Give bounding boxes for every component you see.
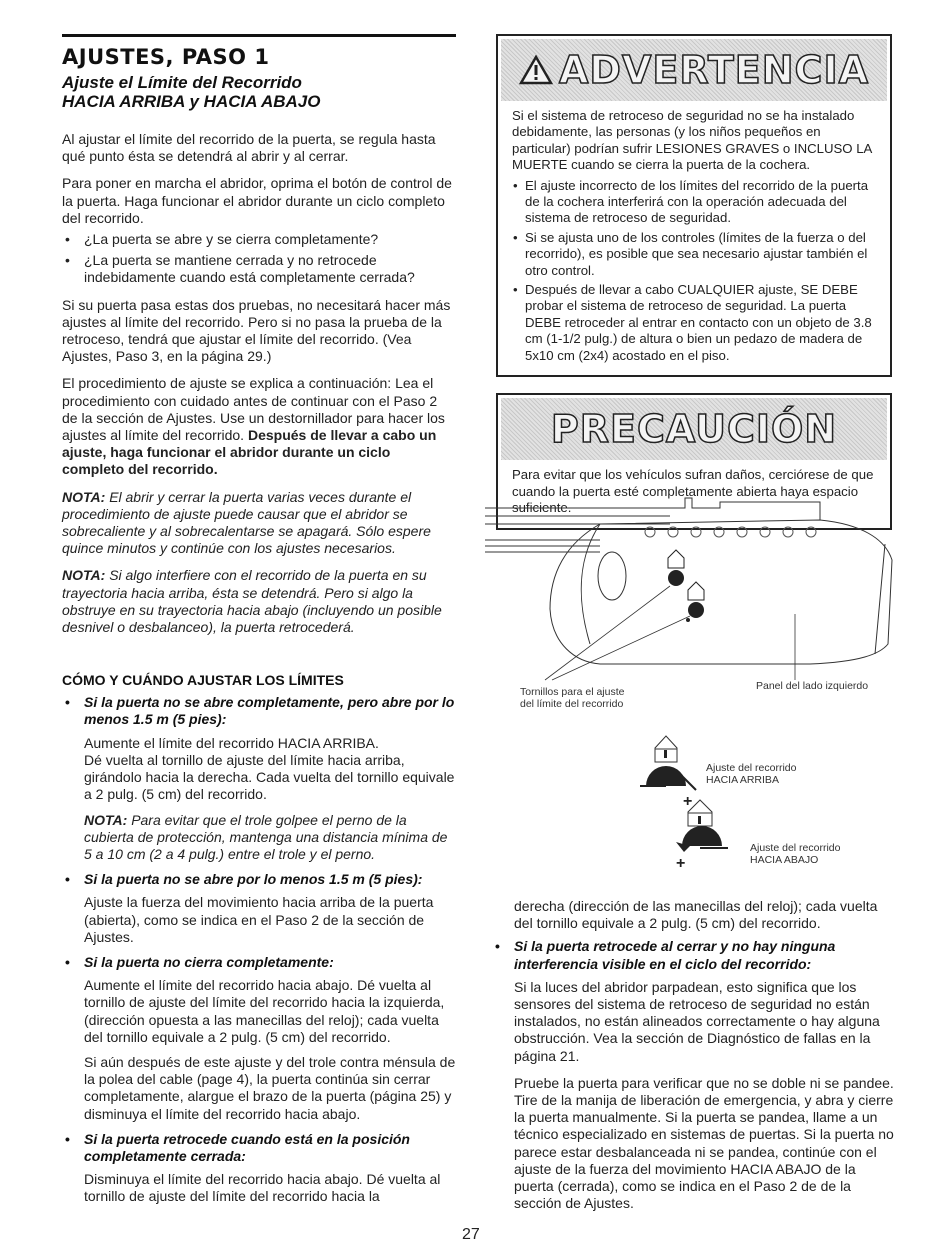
left-column (62, 34, 456, 1214)
warning-header: ADVERTENCIA (501, 39, 887, 101)
caution-header: PRECAUCIÓN (501, 398, 887, 460)
note: NOTA: Si algo interfiere con el recorrido de la puerta en su trayectoria hacia arriba, ésta se detendrá. Pero si algo la obstruye en su trayectoria hacia abajo (incluyendo un posible desnivel o desbalanceo), la puerta retrocederá. (62, 567, 442, 636)
opener-diagram (480, 494, 900, 874)
case-heading: • Si la puerta no se abre por lo menos 1.5 m (5 pies): (62, 871, 456, 888)
right-lower-text (514, 898, 894, 1222)
right-column (496, 34, 892, 530)
case-heading: • Si la puerta no cierra completamente: (62, 954, 456, 971)
list-item: • ¿La puerta se mantiene cerrada y no retrocede indebidamente cuando está completamente cerrada? (62, 252, 456, 286)
figure-caption-screws: Tornillos para el ajuste del límite del recorrido (520, 686, 625, 710)
paragraph: Para poner en marcha el abridor, oprima el botón de control de la puerta. Haga funcionar el abridor durante un ciclo completo del recorrido. (62, 175, 452, 226)
paragraph: Al ajustar el límite del recorrido de la puerta, se regula hasta qué punto ésta se detendrá al abrir y al cerrar. (62, 131, 436, 165)
svg-text:+: + (676, 855, 686, 872)
page-number: 27 (462, 1226, 480, 1243)
question-list (62, 231, 456, 287)
case-heading: • Si la puerta retrocede al cerrar y no hay ninguna interferencia visible en el ciclo del recorrido: (492, 938, 894, 972)
page-title: AJUSTES, PASO 1 (62, 45, 270, 69)
svg-text:+: + (683, 793, 693, 810)
up-screw-icon (668, 570, 684, 586)
note: NOTA: Para evitar que el trole golpee el perno de la cubierta de protección, mantenga una distancia mínima de 5 a 10 cm (2 a 4 pulg.) entre el trole y el perno. (84, 811, 448, 862)
warning-list (512, 178, 876, 364)
paragraph: derecha (dirección de las manecillas del reloj); cada vuelta del tornillo equivale a 2 pulg. (5 cm) del recorrido. (514, 898, 878, 932)
page-subtitle: Ajuste el Límite del Recorrido HACIA ARRIBA y HACIA ABAJO (62, 73, 321, 111)
case-body: Aumente el límite del recorrido hacia abajo. Dé vuelta al tornillo de ajuste del límite del recorrido hacia la izquierda, (dirección opuesta a las manecillas del reloj); cada vuelta del tornillo equivale a 2 pulg. (5 cm) del recorrido. Si aún después de este ajuste y del trole contra ménsula de la polea del cable (page 4), la puerta continúa sin cerrar completamente, alargue el brazo de la puerta (página 25) y disminuya el límite del recorrido hacia abajo. (84, 977, 456, 1122)
figure-caption-panel: Panel del lado izquierdo (756, 680, 869, 692)
heading-rule (62, 34, 456, 37)
list-item: • Si se ajusta uno de los controles (límites de la fuerza o del recorrido), es posible que sea necesario ajustar también el otro control. (512, 230, 876, 279)
paragraph: Si su puerta pasa estas dos pruebas, no necesitará hacer más ajustes al límite del recorrido. Pero si no pasa la prueba de la retroceso, tendrá que ajustar el límite del recorrido. (Vea Ajustes, Paso 3, en la página 29.) (62, 296, 451, 365)
list-item: • El ajuste incorrecto de los límites del recorrido de la puerta de la cochera interferirá con la operación adecuada del sistema de retroceso de seguridad. (512, 178, 876, 227)
section-title: CÓMO Y CUÁNDO AJUSTAR LOS LÍMITES (62, 672, 344, 689)
warning-box (496, 34, 892, 377)
figure-caption-down: Ajuste del recorrido HACIA ABAJO (750, 842, 841, 866)
case-body: Aumente el límite del recorrido HACIA ARRIBA. Dé vuelta al tornillo de ajuste del límite hacia arriba, girándolo hacia la derecha. Cada vuelta del tornillo equivale a 2 pulg. (5 cm) del recorrido. NOTA: Para evitar que el trole golpee el perno de la cubierta de protección, mantenga una distancia mínima de 5 a 10 cm (2 a 4 pulg.) entre el trole y el perno. (84, 734, 455, 862)
figure-caption-up: Ajuste del recorrido HACIA ARRIBA (706, 762, 797, 786)
caution-text: Para evitar que los vehículos sufran daños, cerciórese de que cuando la puerta esté completamente abierta haya espacio suficiente. (512, 467, 874, 515)
case-heading: • Si la puerta retrocede cuando está en la posición completamente cerrada: (62, 1131, 456, 1165)
case-body: Disminuya el límite del recorrido hacia abajo. Dé vuelta al tornillo de ajuste del límite del recorrido hacia la (84, 1171, 441, 1205)
case-heading: • Si la puerta no se abre completamente, pero abre por lo menos 1.5 m (5 pies): (62, 694, 456, 728)
paragraph: El procedimiento de ajuste se explica a continuación: Lea el procedimiento con cuidado antes de continuar con el Paso 2 de la sección de Ajustes. Use un destornillador para hacer los ajustes al límite del recorrido. Después de llevar a cabo un ajuste, haga funcionar el abridor durante un ciclo completo del recorrido. (62, 375, 445, 478)
list-item: • ¿La puerta se abre y se cierra completamente? (62, 231, 456, 248)
case-body: Ajuste la fuerza del movimiento hacia arriba de la puerta (abierta), como se indica en el Paso 2 de la sección de Ajustes. (84, 894, 434, 945)
warning-triangle-icon (519, 55, 553, 85)
list-item: • Después de llevar a cabo CUALQUIER ajuste, SE DEBE probar el sistema de retroceso de seguridad. La puerta DEBE retroceder al entrar en contacto con un objeto de 3.8 cm (1-1/2 pulg.) de altura o bien un pedazo de madera de 5x10 cm (2x4) acostado en el piso. (512, 282, 876, 364)
case-body: Si la luces del abridor parpadean, esto significa que los sensores del sistema de retroceso de seguridad no están instalados, no están alineados correctamente o hay alguna obstrucción. Vea la sección de Diagnóstico de fallas en la página 21. Pruebe la puerta para verificar que no se doble ni se pandee. Tire de la manija de liberación de emergencia, y abra y cierre la puerta manualmente. Si la puerta se pandea, llame a un técnico especializado en sistemas de puertas. Si la puerta no parece estar desbalanceada ni se pandea, continúe con el ajuste de la fuerza del movimiento HACIA ABAJO de la puerta (cerrada), como se indica en el Paso 2 de de la sección de Ajustes. (514, 978, 894, 1212)
down-screw-icon (688, 602, 704, 618)
note: NOTA: El abrir y cerrar la puerta varias veces durante el procedimiento de ajuste puede causar que el abridor se sobrecaliente y al sobrecalentarse se apagará. Sólo espere quince minutos y continúe con los ajustes necesarios. (62, 488, 431, 557)
up-adjust-icon (655, 736, 677, 762)
warning-text: Si el sistema de retroceso de seguridad no se ha instalado debidamente, las personas (y los niños pequeños en particular) podrían sufrir LESIONES GRAVES o INCLUSO LA MUERTE cuando se cierra la puerta de la cochera. • El ajuste incorrecto de los límites del recorrido de la puerta de la cochera interferirá con la operación adecuada del sistema de retroceso de seguridad. • Si se ajusta uno de los controles (límites de la fuerza o del recorrido), es posible que sea necesario ajustar también el otro control. • Después de llevar a cabo CUALQUIER ajuste, SE DEBE probar el sistema de retroceso de seguridad. La puerta DEBE retroceder al entrar en contacto con un objeto de 3.8 cm (1-1/2 pulg.) de altura o bien un pedazo de madera de 5x10 cm (2x4) acostado en el piso. (498, 104, 890, 375)
